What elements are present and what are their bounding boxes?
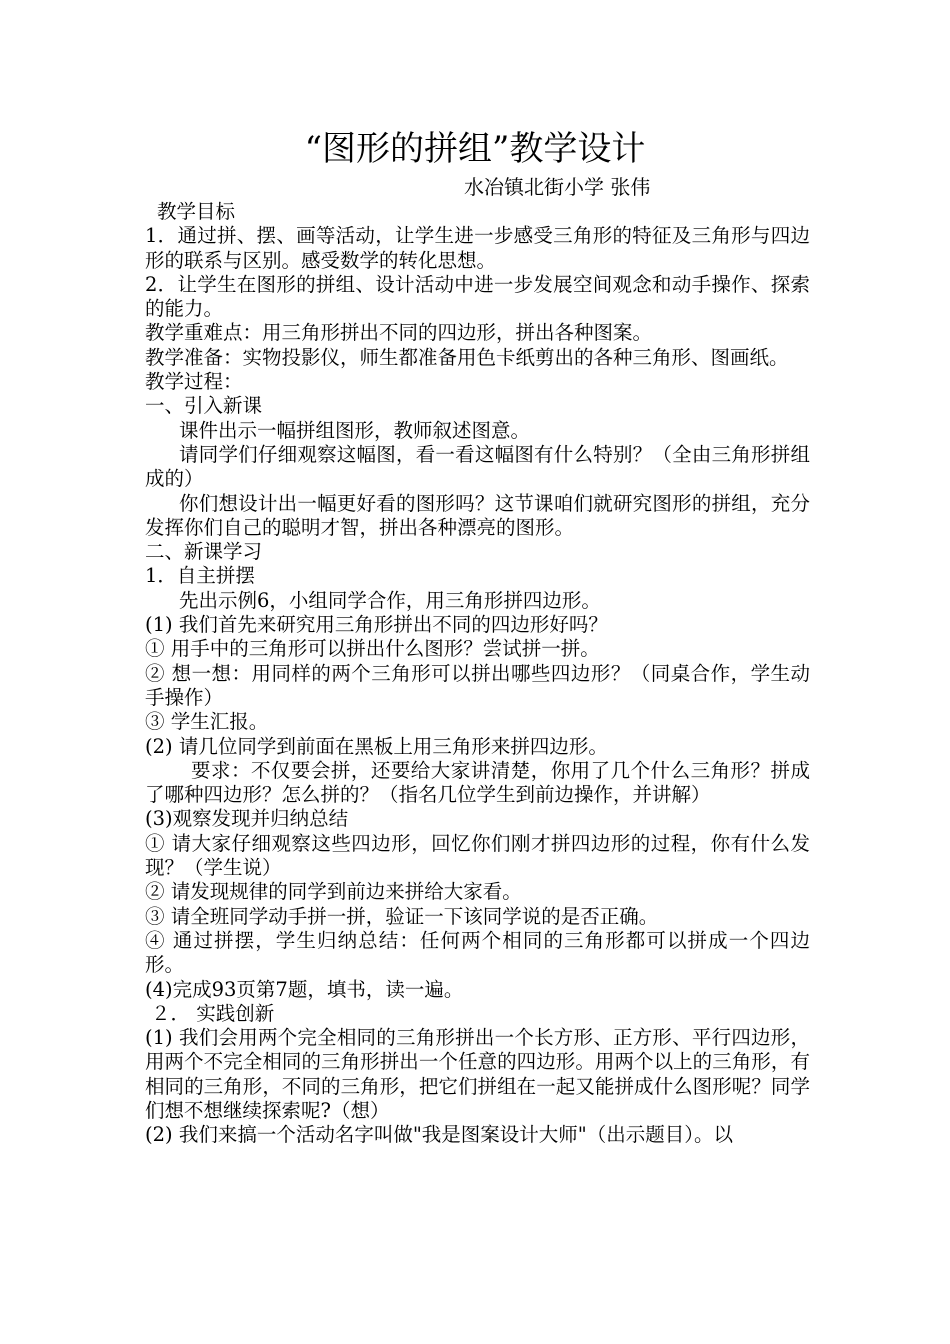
heading-teaching-goals: 教学目标 — [157, 200, 236, 223]
goal-item-1: 1．通过拼、摆、画等活动，让学生进一步感受三角形的特征及三角形与四边形的联系与区别。感受数学的转化思想。 — [145, 224, 810, 272]
list-item: ② 请发现规律的同学到前边来拼给大家看。 — [145, 880, 522, 904]
teaching-preparation: 教学准备：实物投影仪，师生都准备用色卡纸剪出的各种三角形、图画纸。 — [145, 345, 789, 369]
subsection-heading: 1．自主拼摆 — [145, 564, 255, 588]
section-heading-intro: 一、引入新课 — [145, 394, 263, 418]
list-item: ① 用手中的三角形可以拼出什么图形？尝试拼一拼。 — [145, 637, 600, 661]
list-item: ③ 请全班同学动手拼一拼，验证一下该同学说的是否正确。 — [145, 904, 659, 928]
heading-teaching-process: 教学过程： — [145, 370, 243, 394]
document-body — [145, 200, 810, 1148]
list-item: (4)完成93页第7题，填书，读一遍。 — [145, 977, 464, 1001]
paragraph: 请同学们仔细观察这幅图，看一看这幅图有什么特别？（全由三角形拼组成的） — [145, 442, 810, 491]
list-item: ③ 学生汇报。 — [145, 710, 269, 734]
list-item: (3)观察发现并归纳总结 — [145, 807, 349, 831]
paragraph: 要求：不仅要会拼，还要给大家讲清楚，你用了几个什么三角形？拼成了哪种四边形？怎么拼的？（指名几位学生到前边操作，并讲解） — [145, 758, 810, 807]
list-item: ② 想一想：用同样的两个三角形可以拼出哪些四边形？（同桌合作，学生动手操作） — [145, 661, 810, 709]
list-item: ④ 通过拼摆，学生归纳总结：任何两个相同的三角形都可以拼成一个四边形。 — [145, 928, 810, 977]
list-item: (1) 我们首先来研究用三角形拼出不同的四边形好吗？ — [145, 613, 608, 637]
paragraph: 先出示例6，小组同学合作，用三角形拼四边形。 — [179, 588, 601, 612]
key-difficulty: 教学重难点：用三角形拼出不同的四边形，拼出各种图案。 — [145, 321, 653, 345]
document-title: “图形的拼组”教学设计 — [304, 129, 646, 169]
subsection-heading: ２． 实践创新 — [151, 1001, 275, 1025]
document-author: 水冶镇北街小学 张伟 — [464, 175, 651, 199]
section-heading-new-lesson: 二、新课学习 — [145, 540, 263, 564]
list-item: (2) 请几位同学到前面在黑板上用三角形来拼四边形。 — [145, 734, 608, 758]
paragraph: 你们想设计出一幅更好看的图形吗？这节课咱们就研究图形的拼组，充分发挥你们自己的聪明才智，拼出各种漂亮的图形。 — [145, 491, 810, 539]
paragraph: 课件出示一幅拼组图形，教师叙述图意。 — [179, 418, 531, 442]
goal-item-2: 2．让学生在图形的拼组、设计活动中进一步发展空间观念和动手操作、探索的能力。 — [145, 272, 810, 321]
list-item: ① 请大家仔细观察这些四边形，回忆你们刚才拼四边形的过程，你有什么发现？（学生说） — [145, 831, 810, 880]
list-item: (2) 我们来搞一个活动名字叫做"我是图案设计大师"（出示题目）。以 — [145, 1123, 734, 1147]
list-item: (1) 我们会用两个完全相同的三角形拼出一个长方形、正方形、平行四边形，用两个不完全相同的三角形拼出一个任意的四边形。用两个以上的三角形，有相同的三角形，不同的三角形，把它们拼组在一起又能拼成什么图形呢？同学们想不想继续探索呢?（想） — [145, 1026, 810, 1122]
